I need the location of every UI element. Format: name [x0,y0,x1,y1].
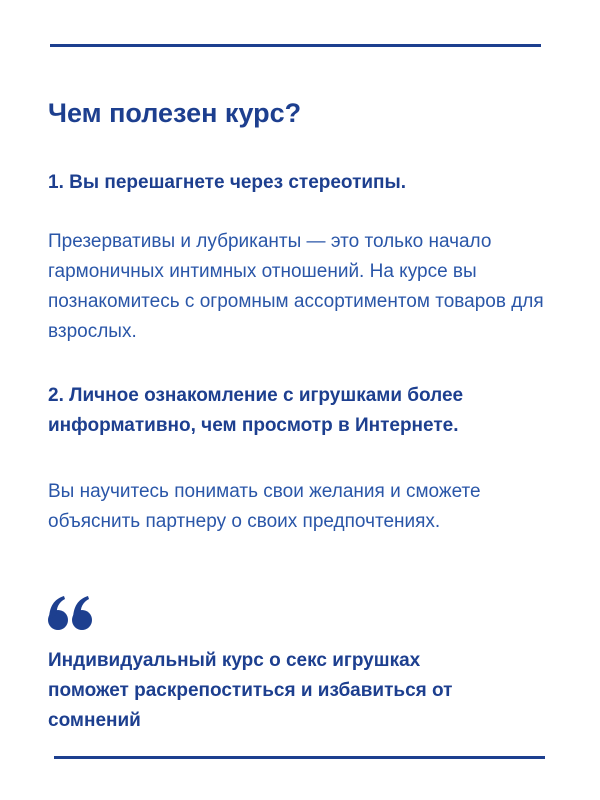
point-1-heading: 1. Вы перешагнете через стереотипы. [48,172,407,193]
page-title: Чем полезен курс? [48,98,302,128]
quote-icon [48,595,94,631]
bottom-divider [54,756,545,759]
point-2-heading: 2. Личное ознакомление с игрушками более информативно, чем просмотр в Интернете. [48,385,464,436]
point-2-body: Вы научитесь понимать свои желания и сможете объяснить партнеру о своих предпочтениях. [48,481,481,532]
top-divider [50,44,541,47]
quote-text: Индивидуальный курс о секс игрушках поможет раскрепоститься и избавиться от сомнений [48,650,453,731]
point-1-body: Презервативы и лубриканты — это только начало гармоничных интимных отношений. На курсе вы познакомитесь с огромным ассортиментом товаров для взрослых. [48,231,544,342]
